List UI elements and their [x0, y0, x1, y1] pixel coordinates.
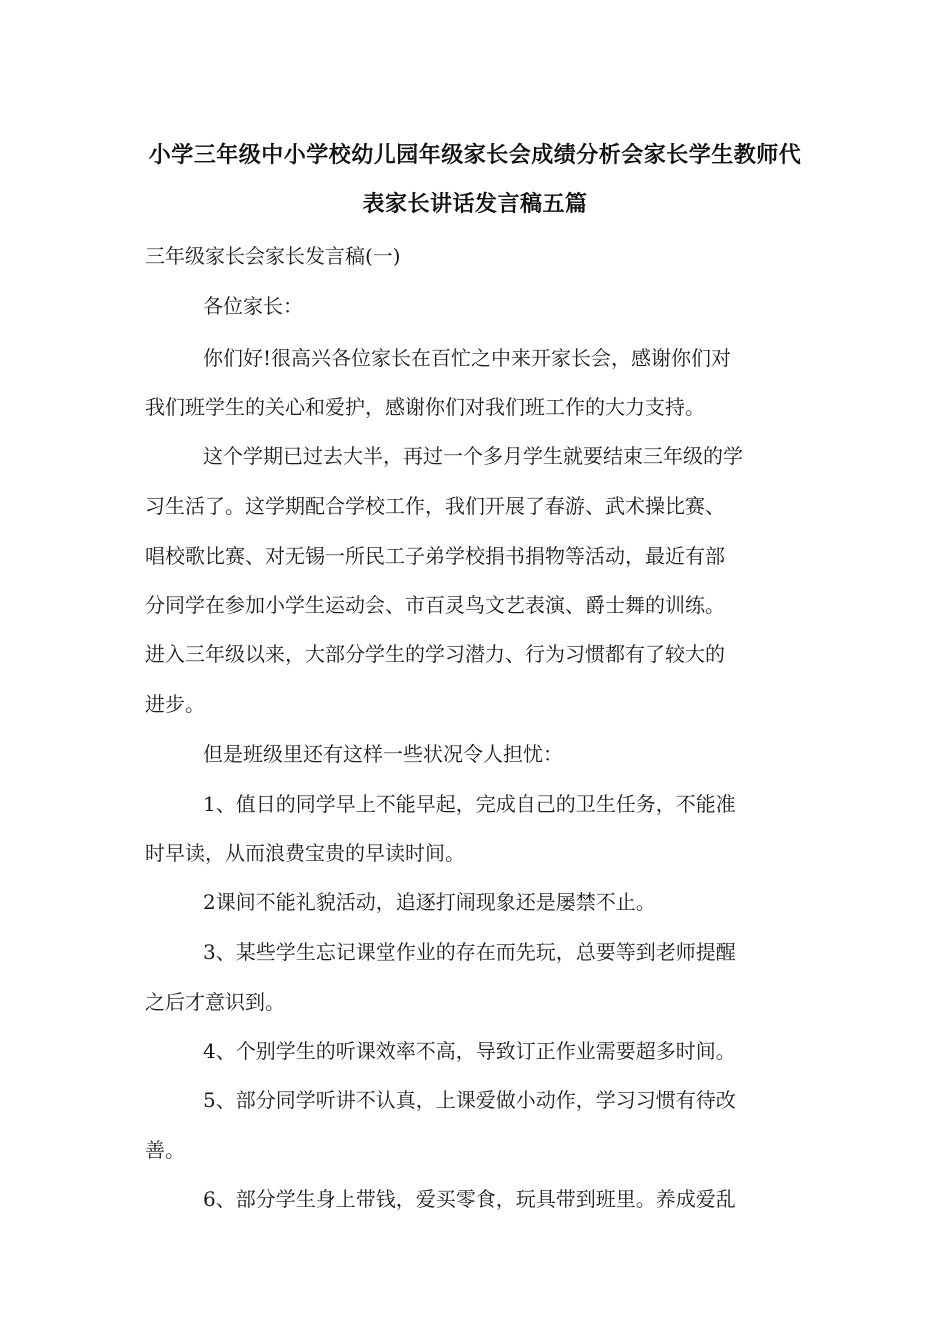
list-item-1-line: 1、值日的同学早上不能早起，完成自己的卫生任务，不能准 — [203, 792, 736, 816]
paragraph-2-line: 进入三年级以来，大部分学生的学习潜力、行为习惯都有了较大的 — [145, 642, 725, 666]
salutation: 各位家长： — [203, 294, 303, 318]
document-title-line-2: 表家长讲话发言稿五篇 — [362, 192, 588, 217]
list-item-5-line: 5、部分同学听讲不认真，上课爱做小动作，学习习惯有待改 — [203, 1088, 736, 1112]
list-item-5-line: 善。 — [145, 1138, 185, 1162]
section-heading: 三年级家长会家长发言稿(一) — [145, 244, 401, 268]
list-item-2-line: 2课间不能礼貌活动，追逐打闹现象还是屡禁不止。 — [203, 890, 656, 914]
list-item-4-line: 4、个别学生的听课效率不高，导致订正作业需要超多时间。 — [203, 1039, 736, 1063]
paragraph-2-line: 唱校歌比赛、对无锡一所民工子弟学校捐书捐物等活动，最近有部 — [145, 544, 725, 568]
document-title-line-1: 小学三年级中小学校幼儿园年级家长会成绩分析会家长学生教师代 — [148, 143, 802, 168]
paragraph-2-line: 分同学在参加小学生运动会、市百灵鸟文艺表演、爵士舞的训练。 — [145, 593, 725, 617]
paragraph-1-line: 我们班学生的关心和爱护，感谢你们对我们班工作的大力支持。 — [145, 395, 705, 419]
list-item-1-line: 时早读，从而浪费宝贵的早读时间。 — [145, 841, 465, 865]
list-item-3-line: 3、某些学生忘记课堂作业的存在而先玩，总要等到老师提醒 — [203, 940, 736, 964]
paragraph-2-line: 进步。 — [145, 692, 205, 716]
paragraph-3-line: 但是班级里还有这样一些状况令人担忧： — [203, 742, 563, 766]
paragraph-2-line: 这个学期已过去大半，再过一个多月学生就要结束三年级的学 — [203, 444, 743, 468]
list-item-6-line: 6、部分学生身上带钱，爱买零食，玩具带到班里。养成爱乱 — [203, 1187, 736, 1211]
paragraph-1-line: 你们好!很高兴各位家长在百忙之中来开家长会，感谢你们对 — [203, 346, 732, 370]
list-item-3-line: 之后才意识到。 — [145, 990, 285, 1014]
paragraph-2-line: 习生活了。这学期配合学校工作，我们开展了春游、武术操比赛、 — [145, 494, 725, 518]
